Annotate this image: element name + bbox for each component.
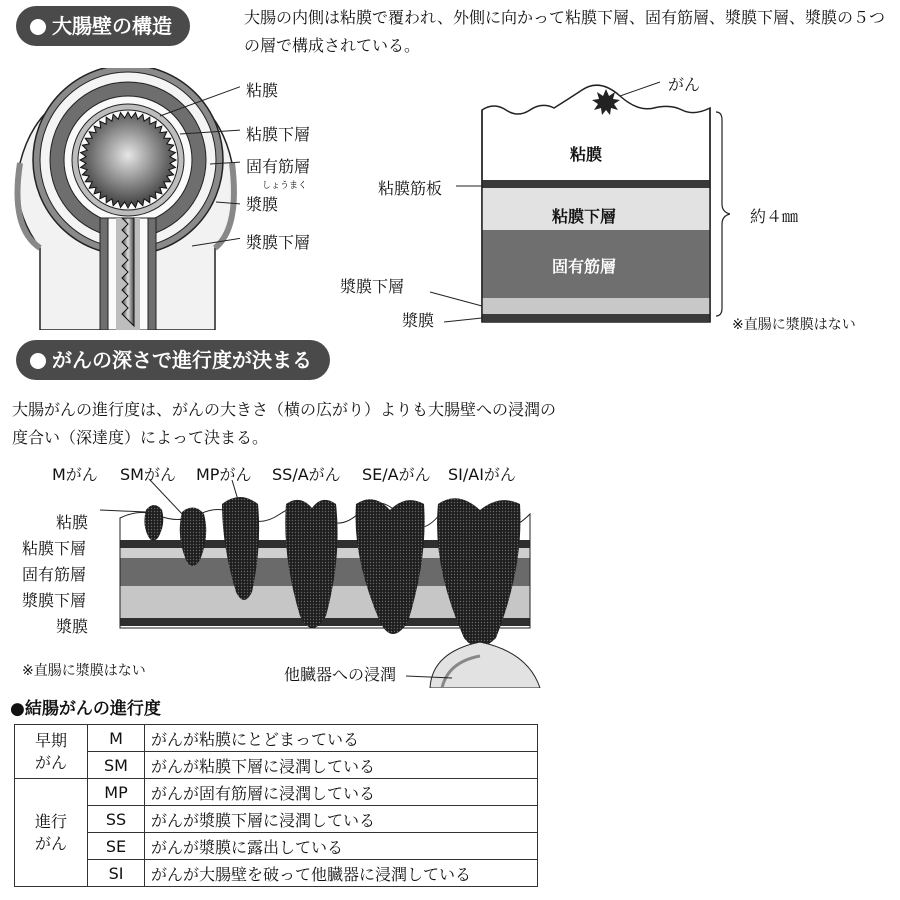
stage-layer-mucosa: 粘膜	[56, 513, 89, 532]
group-advanced: 進行 がん	[15, 779, 88, 887]
stage-label-m: Mがん	[52, 465, 98, 484]
section-title-structure: 大腸壁の構造	[16, 6, 190, 46]
stage-label-sm: SMがん	[120, 465, 176, 484]
cross-layer-submucosa: 粘膜下層	[552, 207, 617, 226]
colon-tube-illustration	[0, 68, 240, 330]
table-row	[15, 725, 538, 752]
cross-label-muscularis-mucosae: 粘膜筋板	[378, 179, 443, 198]
cross-label-subserosa: 漿膜下層	[340, 277, 405, 296]
group-early: 早期 がん	[15, 725, 88, 779]
stage-desc: がんが粘膜にとどまっている	[145, 725, 538, 752]
table-row	[15, 752, 538, 779]
stage-code: SE	[88, 833, 145, 860]
cross-thickness: 約４㎜	[750, 207, 799, 226]
cross-layer-mucosa: 粘膜	[570, 145, 603, 164]
stage-note: ※直腸に漿膜はない	[22, 663, 146, 679]
cross-label-cancer: がん	[668, 75, 701, 94]
invasion-label: 他臓器への浸潤	[284, 665, 397, 684]
stage-label-se: SE/Aがん	[362, 465, 431, 484]
depth-intro: 大腸がんの進行度は、がんの大きさ（横の広がり）よりも大腸壁への浸潤の度合い（深達度）によって決まる。	[12, 400, 557, 447]
stage-label-si: SI/AIがん	[448, 465, 516, 484]
ruby-serosa: しょうまく	[262, 181, 308, 191]
stage-label-ss: SS/Aがん	[272, 465, 341, 484]
stage-code: M	[88, 725, 145, 752]
stage-table	[14, 724, 538, 887]
stage-layer-subserosa: 漿膜下層	[22, 591, 87, 610]
stage-desc: がんが漿膜に露出している	[145, 833, 538, 860]
stage-code: MP	[88, 779, 145, 806]
stage-desc: がんが漿膜下層に浸潤している	[145, 806, 538, 833]
stage-layer-submucosa: 粘膜下層	[22, 539, 87, 558]
stage-code: SI	[88, 860, 145, 887]
table-row	[15, 806, 538, 833]
stage-layer-muscularis: 固有筋層	[22, 565, 87, 584]
tube-label-muscularis: 固有筋層	[246, 157, 311, 176]
cross-layer-muscularis: 固有筋層	[552, 257, 617, 276]
table-row	[15, 833, 538, 860]
table-row	[15, 860, 538, 887]
stage-desc: がんが粘膜下層に浸潤している	[145, 752, 538, 779]
table-row	[15, 779, 538, 806]
cross-label-serosa: 漿膜	[402, 311, 435, 330]
stage-table-title: ●結腸がんの進行度	[10, 699, 161, 719]
tube-label-serosa: 漿膜	[246, 195, 279, 214]
stage-code: SS	[88, 806, 145, 833]
tube-label-submucosa: 粘膜下層	[246, 125, 311, 144]
stage-desc: がんが固有筋層に浸潤している	[145, 779, 538, 806]
bullet-icon	[30, 19, 46, 35]
stage-desc: がんが大腸壁を破って他臓器に浸潤している	[145, 860, 538, 887]
stage-layer-serosa: 漿膜	[56, 617, 89, 636]
tube-label-mucosa: 粘膜	[246, 81, 279, 100]
bullet-icon	[30, 353, 46, 369]
cross-note: ※直腸に漿膜はない	[732, 317, 856, 333]
section-title-depth: がんの深さで進行度が決まる	[16, 340, 330, 380]
tube-label-subserosa: 漿膜下層	[246, 233, 311, 252]
structure-intro: 大腸の内側は粘膜で覆われ、外側に向かって粘膜下層、固有筋層、漿膜下層、漿膜の５つの層で構成されている。	[244, 8, 885, 55]
stage-label-mp: MPがん	[196, 465, 252, 484]
wall-cross-section	[420, 68, 730, 330]
stage-code: SM	[88, 752, 145, 779]
